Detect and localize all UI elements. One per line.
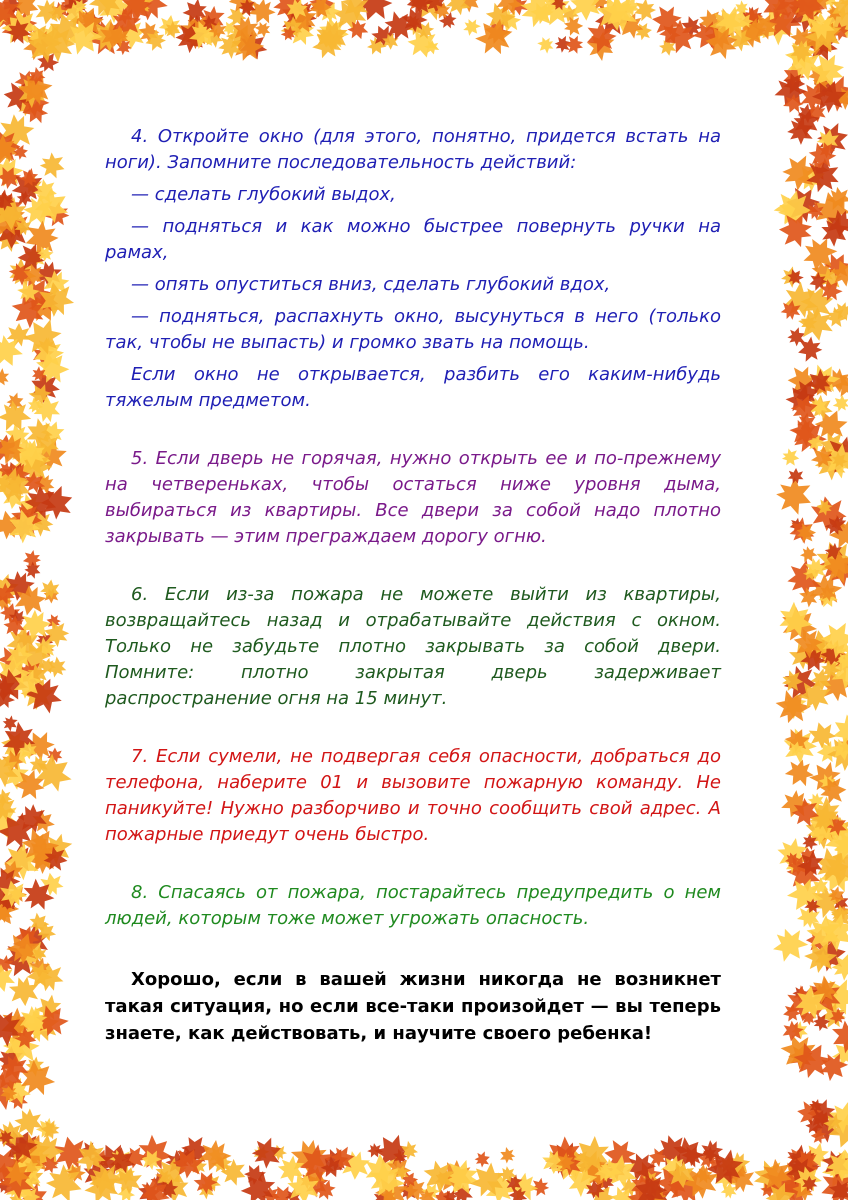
paragraph-4-intro: 4. Откройте окно (для этого, понятно, придется встать на ноги). Запомните последовательность действий: — [105, 126, 721, 173]
paragraph-4-step-3: — опять опуститься вниз, сделать глубокий вдох, — [131, 274, 611, 295]
paragraph-4-note: Если окно не открывается, разбить его каким-нибудь тяжелым предметом. — [105, 364, 721, 411]
paragraph-4-step-1: — сделать глубокий выдох, — [131, 184, 396, 205]
paragraph-7: 7. Если сумели, не подвергая себя опасности, добраться до телефона, наберите 01 и вызовите пожарную команду. Не паникуйте! Нужно разборчиво и точно сообщить свой адрес. А пожарные приедут очень быстро. — [105, 746, 721, 845]
closing-statement: Хорошо, если в вашей жизни никогда не возникнет такая ситуация, но если все-таки произойдет — вы теперь знаете, как действовать, и научите своего ребенка! — [105, 969, 721, 1044]
paragraph-6: 6. Если из-за пожара не можете выйти из квартиры, возвращайтесь назад и отрабатывайте действия с окном. Только не забудьте плотно закрывать за собой двери. Помните: плотно закрытая дверь задерживает распространение огня на 15 минут. — [105, 584, 721, 709]
paragraph-4-step-4: — подняться, распахнуть окно, высунуться в него (только так, чтобы не выпасть) и громко звать на помощь. — [105, 306, 721, 353]
paragraph-5: 5. Если дверь не горячая, нужно открыть ее и по-прежнему на четвереньках, чтобы остаться ниже уровня дыма, выбираться из квартиры. Все двери за собой надо плотно закрывать — этим преграждаем дорогу огню. — [105, 448, 721, 547]
document-body — [105, 124, 721, 1047]
paragraph-4-step-2: — подняться и как можно быстрее повернуть ручки на рамах, — [105, 216, 721, 263]
paragraph-8: 8. Спасаясь от пожара, постарайтесь предупредить о нем людей, которым тоже может угрожать опасность. — [105, 882, 721, 929]
